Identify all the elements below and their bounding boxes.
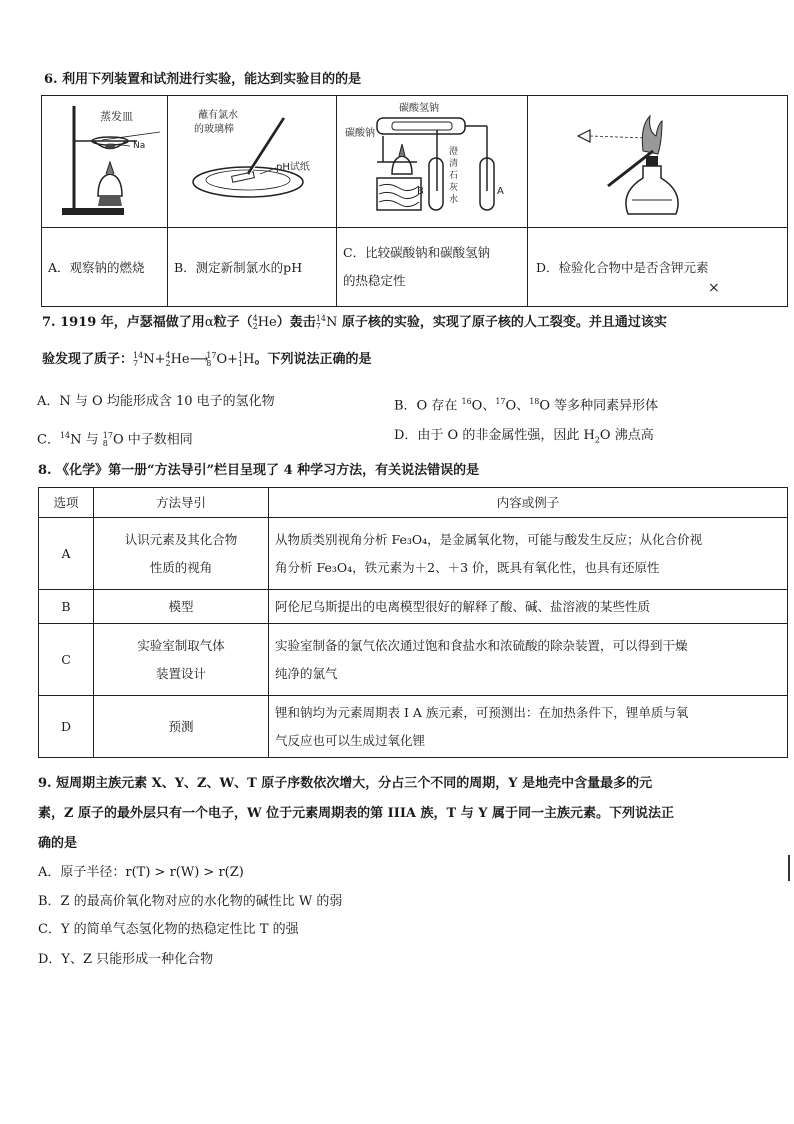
o17-numbers [103,432,113,448]
n14-mass: 14 [59,431,71,440]
row-content: 阿伦尼乌斯提出的电离模型很好的解释了酸、碱、盐溶液的某些性质 [269,590,788,624]
table-row [39,624,788,696]
q9-option-c: C．Y 的简单气态氢化物的热稳定性比 T 的强 [38,922,299,937]
he-atomic: 2 [252,321,258,331]
table-row [39,590,788,624]
q7-b-mid1: O、 [471,398,496,414]
header-content: 内容或例子 [269,488,788,518]
limewater-char-3: 石 [449,171,459,181]
dish-label: 蒸发皿 [100,110,133,123]
ph-test-apparatus [168,96,336,224]
row-method [94,518,269,590]
eq-n-numbers [133,352,143,368]
nahco3-label: 碳酸氢钠 [399,103,439,114]
header-option: 选项 [39,488,94,518]
q6-figure-c [337,96,528,228]
q9-line2: 素，Z 原子的最外层只有一个电子，W 位于元素周期表的第 IIIA 族，T 与 Y 属于同一主族元素。下列说法正 [38,806,675,821]
eq-n-atomic: 7 [133,358,139,368]
q7-option-a: A．N 与 O 均能形成含 10 电子的氢化物 [37,394,275,409]
q7-rest: 原子核的实验，实现了原子核的人工裂变。并且通过该实 [337,315,667,330]
q6-option-a: A．观察钠的燃烧 [42,228,168,307]
na2co3-label: 碳酸钠 [345,128,375,139]
tube-b-label: B [417,186,424,197]
row-content-line1: 锂和钠均为元素周期表 I A 族元素，可预测出：在加热条件下，锂单质与氧 [275,704,689,720]
o18-mass: 18 [529,397,540,406]
header-method: 方法导引 [94,488,269,518]
eq-arrow: ⟶ [189,352,207,367]
q7-c-pre: C． [37,432,60,448]
row-content-line2: 角分析 Fe₃O₄，铁元素为＋2、＋3 价，既具有氧化性，也具有还原性 [275,559,660,575]
q9-line1: 9. 短周期主族元素 X、Y、Z、W、T 原子序数依次增大，分占三个不同的周期，Y 是地壳中含量最多的元 [38,776,653,791]
row-option: D [39,696,94,758]
q8-stem: 8. 《化学》第一册“方法导引”栏目呈现了 4 种学习方法，有关说法错误的是 [38,463,480,478]
q7-b-pre: B．O 存在 [394,398,462,414]
row-option: A [39,518,94,590]
q7-line2 [42,350,371,370]
paper-label: pH试纸 [276,162,310,173]
q7-b-mid2: O、 [505,398,530,414]
na-label: Na [133,141,146,151]
q9-option-a: A．原子半径：r(T) > r(W) > r(Z) [38,865,244,880]
thermal-stability-apparatus [337,96,527,224]
q6-figure-b [168,96,337,228]
eq-o-numbers [206,352,216,368]
o17-mass-c: 17 [102,430,113,440]
eq-h-mass: 1 [238,350,244,360]
row-method-line2: 性质的视角 [149,559,213,575]
o17-mass: 17 [495,397,506,406]
row-content-line2: 纯净的氯气 [275,665,338,681]
he-mass: 4 [252,313,258,323]
row-method: 预测 [94,696,269,758]
eq-o-mass: 17 [206,350,217,360]
eq-plus: + [154,352,166,367]
q7-question: 。下列说法正确的是 [254,352,372,367]
row-method-line1: 认识元素及其化合物 [124,531,238,547]
rod-label-1: 蘸有氯水 [198,110,238,121]
eq-o-atomic: 8 [206,358,212,368]
n-isotope-numbers [316,315,326,331]
q7-b-post: O 等多种同素异形体 [539,398,659,414]
row-option: C [39,624,94,696]
row-content [269,696,788,758]
q6-option-c [337,228,528,307]
eq-he-mass: 4 [165,350,171,360]
row-content-line2: 气反应也可以生成过氧化锂 [275,732,426,748]
limewater-char-1: 澄 [449,147,459,157]
row-method-line2: 装置设计 [155,665,206,681]
q7-found: 验发现了质子： [42,352,134,367]
q7-c-mid: N 与 [70,432,103,448]
row-content [269,624,788,696]
o16-mass: 16 [461,397,472,406]
o17-atomic-c: 8 [102,438,108,448]
limewater-char-5: 水 [449,195,459,205]
eq-plus2: + [227,352,239,367]
eq-h: H [243,352,255,367]
eq-he-atomic: 2 [165,358,171,368]
h2o-subscript: 2 [594,435,600,445]
q7-bombard: ）轰击 [276,315,316,330]
eq-n-mass: 14 [133,350,144,360]
row-option: B [39,590,94,624]
row-method-line1: 实验室制取气体 [137,637,225,653]
row-method: 模型 [94,590,269,624]
rod-label-2: 的玻璃棒 [194,124,234,135]
n-mass: 14 [315,313,326,323]
eq-he: He [170,352,190,367]
row-method [94,624,269,696]
q9-option-b: B．Z 的最高价氧化物对应的水化物的碱性比 W 的弱 [38,894,343,909]
q8-methods-table [38,487,788,758]
q7-d-post: O 沸点高 [599,428,654,443]
q6-stem: 6. 利用下列装置和试剂进行实验，能达到实验目的的是 [44,72,362,87]
n-symbol: N [325,315,338,330]
table-row [39,696,788,758]
q6-option-c-line1: C．比较碳酸钠和碳酸氢钠 [343,245,491,260]
q9-option-d: D．Y、Z 只能形成一种化合物 [38,952,214,967]
flame-test-apparatus [528,96,778,224]
alpha-symbol: α [204,315,214,330]
q6-figure-d [528,96,788,228]
q6-option-b: B．测定新制氯水的pH [168,228,337,307]
q7-option-b [394,392,658,416]
q6-figure-a [42,96,168,228]
scan-edge-mark [788,855,790,881]
handwritten-cross-mark: × [708,280,720,296]
limewater-char-2: 清 [449,159,459,169]
limewater-char-4: 灰 [449,183,459,193]
eq-n: N [143,352,155,367]
q7-c-post: O 中子数相同 [112,432,193,448]
q6-option-c-line2: 的热稳定性 [343,273,406,288]
q6-apparatus-table [41,95,788,307]
n-atomic: 7 [315,321,321,331]
q7-line1 [42,313,667,333]
burning-sodium-apparatus [42,96,167,224]
row-content [269,518,788,590]
q6-option-d [528,228,788,307]
q9-line3: 确的是 [38,836,78,851]
eq-h-atomic: 1 [238,358,244,368]
row-content-line1: 从物质类别视角分析 Fe₃O₄，是金属氧化物，可能与酸发生反应；从化合价视 [275,531,703,547]
table-row [39,518,788,590]
q7-option-d [394,426,654,451]
eq-o: O [216,352,228,367]
q7-particle: 粒子（ [213,315,253,330]
q7-d-pre: D．由于 O 的非金属性强，因此 H [394,428,595,443]
q7-intro: 7. 1919 年，卢瑟福做了用 [42,315,205,330]
row-content-line1: 实验室制备的氯气依次通过饱和食盐水和浓硫酸的除杂装置，可以得到干燥 [275,637,688,653]
q6-option-d-text: D．检验化合物中是否含钾元素 [536,260,709,275]
he-symbol: He [257,315,277,330]
q7-option-c [37,426,193,450]
tube-a-label: A [497,186,504,197]
